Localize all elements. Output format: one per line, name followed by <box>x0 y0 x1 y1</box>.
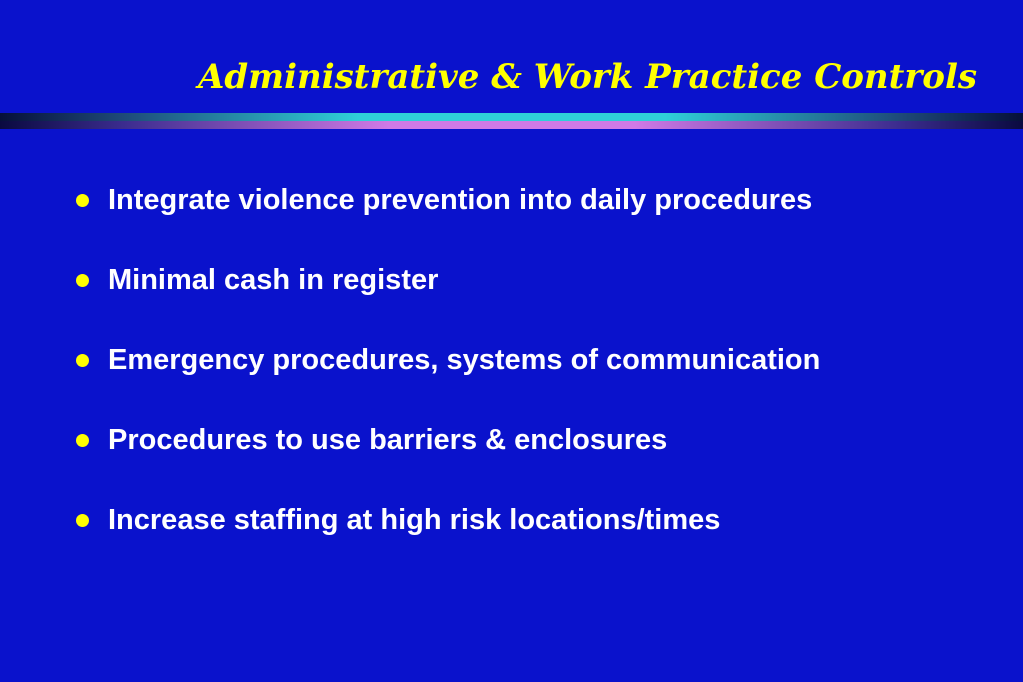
bullet-text: Minimal cash in register <box>108 264 439 296</box>
slide-title: Administrative & Work Practice Controls <box>197 57 977 97</box>
bullet-text: Increase staffing at high risk locations/times <box>108 504 721 536</box>
bullet-circle-icon <box>76 514 89 527</box>
bullet-circle-icon <box>76 354 89 367</box>
title-divider <box>0 113 1023 129</box>
bullet-circle-icon <box>76 274 89 287</box>
divider-band-violet <box>0 121 1023 129</box>
bullet-circle-icon <box>76 194 89 207</box>
divider-band-cyan <box>0 113 1023 121</box>
bullet-text: Integrate violence prevention into daily procedures <box>108 184 813 216</box>
bullet-circle-icon <box>76 434 89 447</box>
bullet-text: Procedures to use barriers & enclosures <box>108 424 668 456</box>
bullet-text: Emergency procedures, systems of communication <box>108 344 821 376</box>
